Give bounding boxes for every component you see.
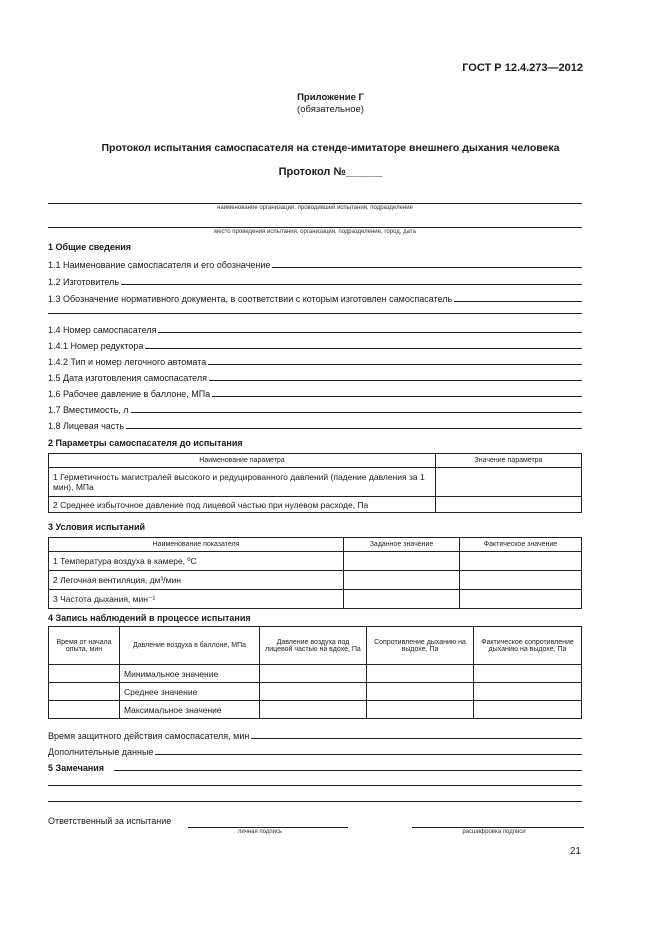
field-label: Дополнительные данные bbox=[48, 747, 154, 757]
value-cell[interactable] bbox=[474, 683, 582, 701]
column-header: Давление воздуха под лицевой частью на вдохе, Па bbox=[260, 627, 367, 665]
appendix-subtitle: (обязательное) bbox=[297, 104, 364, 115]
column-header: Давление воздуха в баллоне, МПа bbox=[120, 627, 260, 665]
column-header: Значение параметра bbox=[436, 454, 582, 468]
field-row[interactable] bbox=[48, 727, 582, 741]
value-cell[interactable] bbox=[344, 571, 460, 590]
field-label: 1.6 Рабочее давление в баллоне, МПа bbox=[48, 389, 211, 399]
field-row[interactable] bbox=[48, 290, 582, 304]
field-row[interactable] bbox=[48, 273, 582, 287]
value-cell[interactable] bbox=[436, 497, 582, 513]
signature-label: Ответственный за испытание bbox=[48, 816, 172, 826]
section5-title: 5 Замечания bbox=[48, 763, 105, 773]
column-header: Наименование показателя bbox=[49, 538, 344, 552]
place-caption: место проведения испытания, организация, подразделение, город, дата bbox=[214, 229, 416, 235]
value-cell[interactable] bbox=[367, 665, 474, 683]
value-cell[interactable] bbox=[367, 701, 474, 719]
table-cell: 2 Легочная вентиляция, дм³/мин bbox=[49, 571, 344, 590]
appendix-title: Приложение Г bbox=[297, 92, 364, 103]
field-row[interactable] bbox=[48, 321, 582, 335]
value-cell[interactable] bbox=[460, 552, 582, 571]
protocol-title: Протокол испытания самоспасателя на стенде-имитаторе внешнего дыхания человека bbox=[101, 142, 560, 154]
page-number: 21 bbox=[569, 846, 581, 857]
value-cell[interactable] bbox=[49, 683, 120, 701]
table-cell: 3 Частота дыхания, мин⁻¹ bbox=[49, 590, 344, 609]
field-row[interactable] bbox=[48, 256, 582, 270]
field-row[interactable] bbox=[48, 743, 582, 757]
blank-line[interactable] bbox=[48, 313, 582, 314]
value-cell[interactable] bbox=[367, 683, 474, 701]
protocol-number: Протокол №______ bbox=[278, 166, 383, 178]
field-row[interactable] bbox=[48, 417, 582, 431]
place-line[interactable] bbox=[48, 227, 582, 228]
column-header: Наименование параметра bbox=[49, 454, 436, 468]
signature-caption: личная подпись bbox=[237, 829, 283, 835]
field-label: 1.4 Номер самоспасателя bbox=[48, 325, 157, 335]
value-cell[interactable] bbox=[460, 590, 582, 609]
signature-line[interactable] bbox=[188, 827, 348, 828]
value-cell[interactable] bbox=[474, 665, 582, 683]
value-cell[interactable] bbox=[436, 468, 582, 497]
field-label: 1.2 Изготовитель bbox=[48, 277, 120, 287]
field-row[interactable] bbox=[48, 369, 582, 383]
value-cell[interactable] bbox=[260, 665, 367, 683]
organization-line[interactable] bbox=[48, 203, 582, 204]
value-cell[interactable] bbox=[260, 701, 367, 719]
column-header: Фактическое значение bbox=[460, 538, 582, 552]
remarks-row[interactable] bbox=[48, 759, 582, 773]
parameters-table bbox=[48, 453, 582, 513]
section3-title: 3 Условия испытаний bbox=[48, 522, 146, 532]
field-row[interactable] bbox=[48, 337, 582, 351]
conditions-table bbox=[48, 537, 582, 609]
field-label: Время защитного действия самоспасателя, мин bbox=[48, 731, 250, 741]
value-cell[interactable] bbox=[460, 571, 582, 590]
observations-table bbox=[48, 626, 582, 719]
field-label: 1.8 Лицевая часть bbox=[48, 421, 125, 431]
field-label: 1.5 Дата изготовления самоспасателя bbox=[48, 373, 207, 383]
value-cell[interactable] bbox=[344, 590, 460, 609]
remarks-line[interactable] bbox=[48, 801, 582, 802]
value-cell[interactable] bbox=[344, 552, 460, 571]
value-cell[interactable] bbox=[474, 701, 582, 719]
field-label: 1.1 Наименование самоспасателя и его обозначение bbox=[48, 260, 271, 270]
value-cell[interactable] bbox=[49, 665, 120, 683]
organization-caption: наименование организации, проводившей испытания, подразделение bbox=[217, 205, 413, 211]
value-cell[interactable] bbox=[49, 701, 120, 719]
column-header: Сопротивление дыханию на выдохе, Па bbox=[367, 627, 474, 665]
section4-title: 4 Запись наблюдений в процессе испытания bbox=[48, 613, 251, 623]
field-label: 1.3 Обозначение нормативного документа, в соответствии с которым изготовлен самоспасатель bbox=[48, 294, 453, 304]
column-header: Заданное значение bbox=[344, 538, 460, 552]
field-row[interactable] bbox=[48, 353, 582, 367]
column-header: Фактическое сопротивление дыханию на выдохе, Па bbox=[474, 627, 582, 665]
section2-title: 2 Параметры самоспасателя до испытания bbox=[48, 438, 243, 448]
value-cell[interactable] bbox=[260, 683, 367, 701]
standard-number: ГОСТ Р 12.4.273—2012 bbox=[462, 62, 583, 74]
field-row[interactable] bbox=[48, 385, 582, 399]
table-cell: 1 Температура воздуха в камере, ºС bbox=[49, 552, 344, 571]
field-label: 1.7 Вместимость, л bbox=[48, 405, 129, 415]
table-cell: 1 Герметичность магистралей высокого и редуцированного давлений (падение давления за 1 мин), МПа bbox=[49, 468, 436, 497]
table-cell: 2 Среднее избыточное давление под лицевой частью при нулевом расходе, Па bbox=[49, 497, 436, 513]
field-label: 1.4.1 Номер редуктора bbox=[48, 341, 144, 351]
remarks-line[interactable] bbox=[48, 785, 582, 786]
decode-line[interactable] bbox=[412, 827, 584, 828]
field-row[interactable] bbox=[48, 401, 582, 415]
table-cell: Максимальное значение bbox=[120, 701, 260, 719]
section1-title: 1 Общие сведения bbox=[48, 242, 132, 252]
column-header: Время от начала опыта, мин bbox=[49, 627, 120, 665]
table-cell: Минимальное значение bbox=[120, 665, 260, 683]
field-label: 1.4.2 Тип и номер легочного автомата bbox=[48, 357, 207, 367]
decode-caption: расшифровка подписи bbox=[462, 829, 526, 835]
table-cell: Среднее значение bbox=[120, 683, 260, 701]
